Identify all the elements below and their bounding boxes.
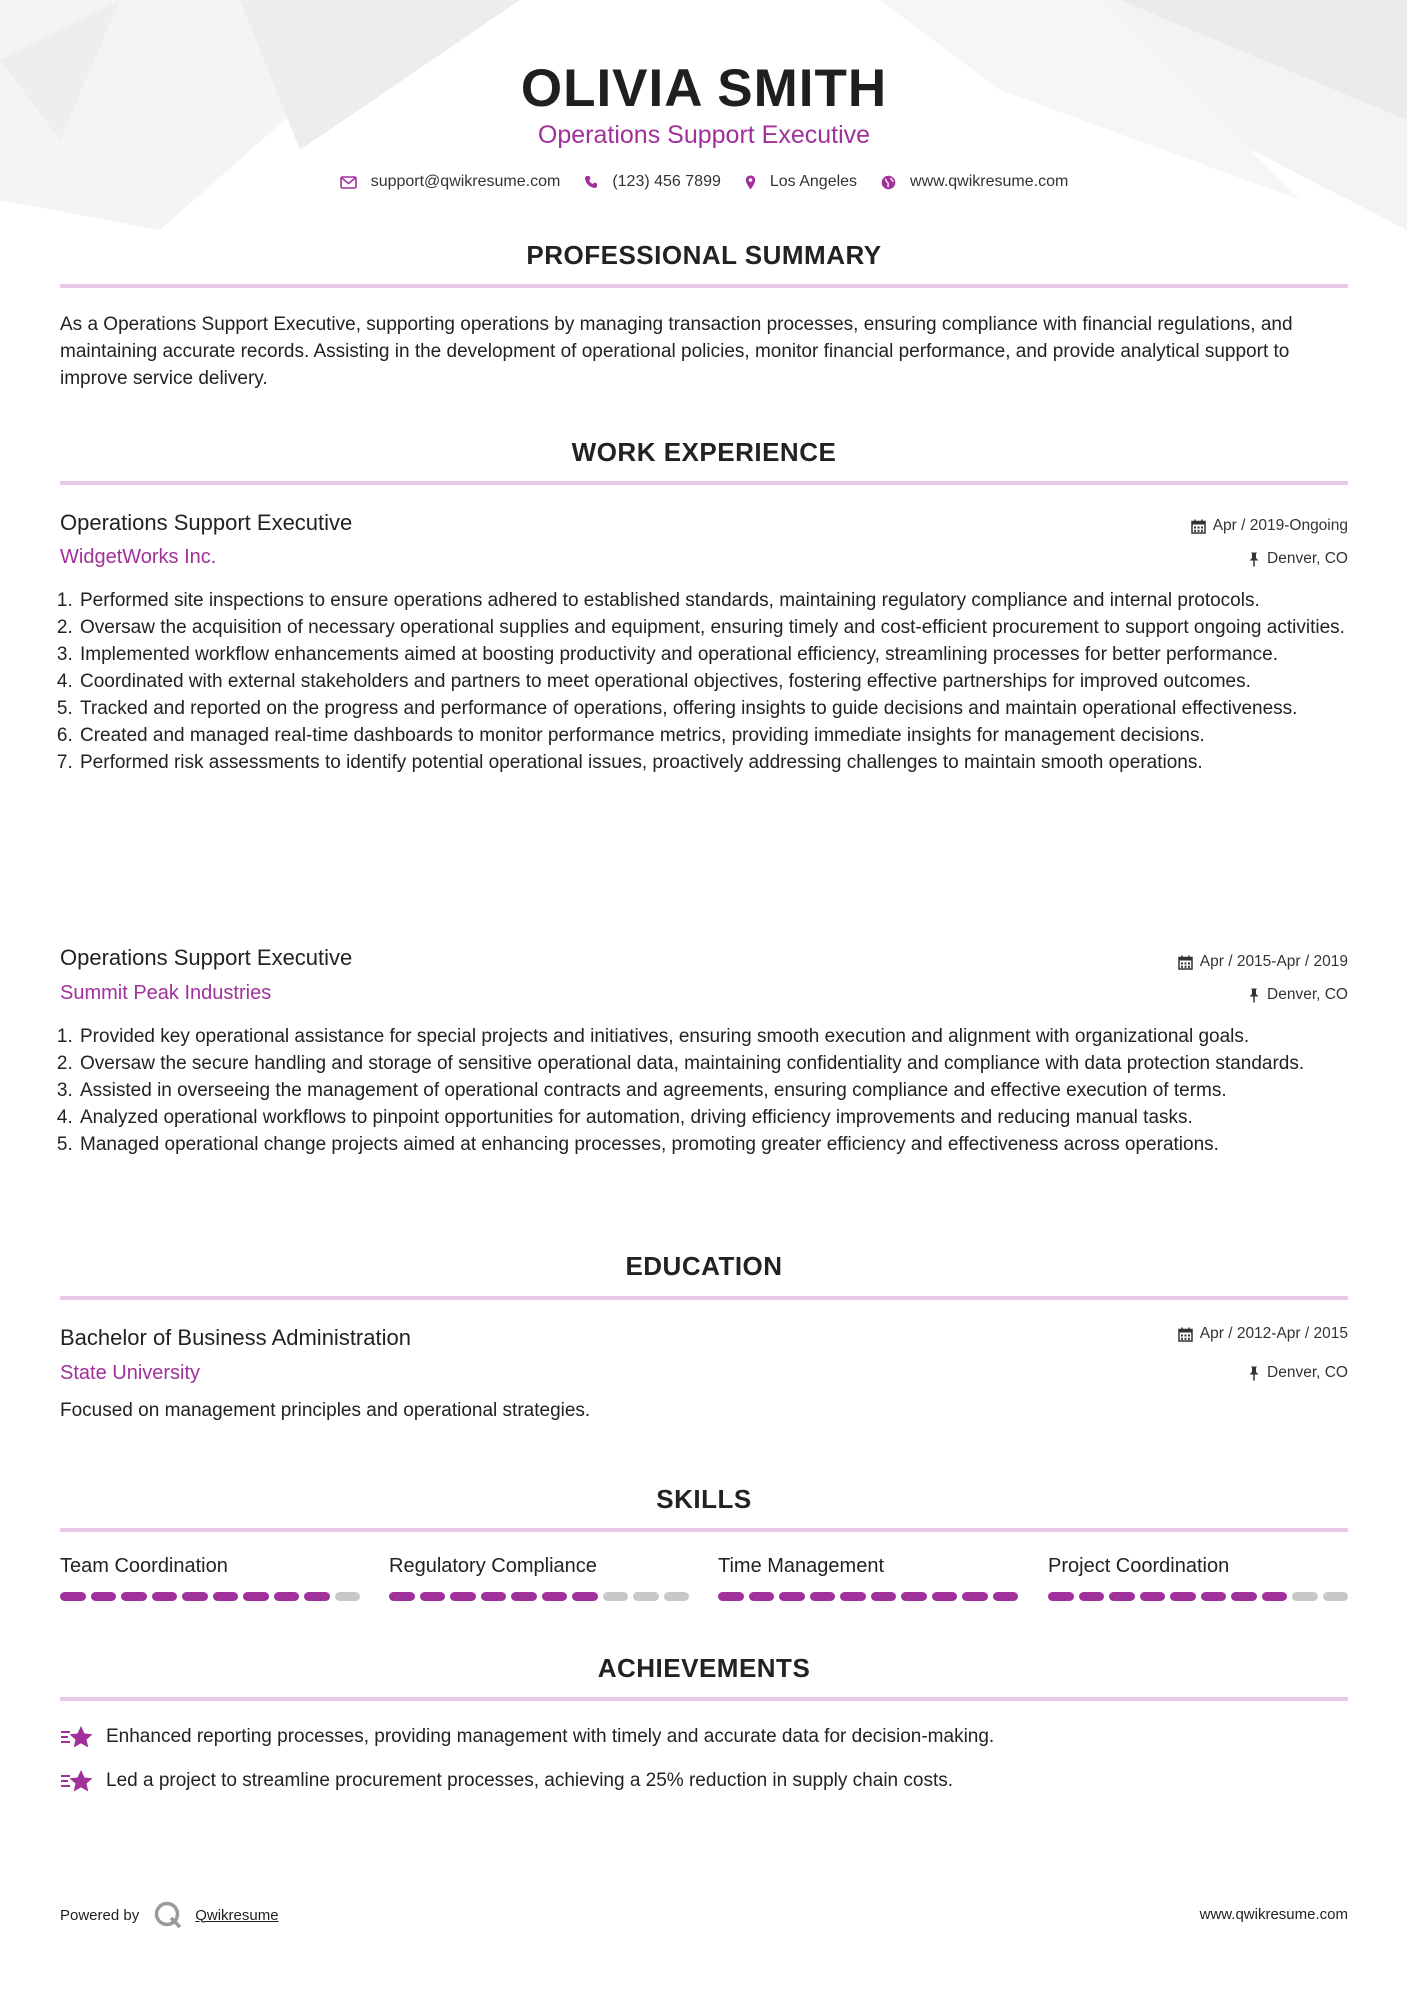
- skill-dot-filled: [1109, 1592, 1135, 1601]
- qwikresume-logo-icon: [153, 1900, 183, 1930]
- list-item: 5. Managed operational change projects aimed at enhancing processes, promoting greater efficiency and effectiveness across operations.: [78, 1131, 1366, 1158]
- skill-item: [389, 1555, 689, 1601]
- summary-heading: PROFESSIONAL SUMMARY: [526, 240, 882, 270]
- achievement-item: [60, 1724, 1348, 1750]
- skill-dot-filled: [749, 1592, 775, 1601]
- education-location: [1248, 1364, 1348, 1382]
- achievements-divider: [60, 1697, 1348, 1701]
- job-2-title: Operations Support Executive: [60, 945, 353, 970]
- candidate-role: Operations Support Executive: [537, 121, 871, 149]
- skill-dot-empty: [1323, 1592, 1349, 1601]
- skill-rating: [1048, 1592, 1348, 1601]
- contact-website-text: www.qwikresume.com: [910, 173, 1069, 190]
- skill-label: Regulatory Compliance: [389, 1555, 597, 1577]
- pushpin-icon: [1248, 552, 1260, 567]
- contact-email-text: support@qwikresume.com: [370, 173, 561, 190]
- list-item: 2. Oversaw the secure handling and storage of sensitive operational data, maintaining confidentiality and compliance with data protection standards.: [78, 1050, 1366, 1077]
- skill-dot-filled: [213, 1592, 239, 1601]
- skill-item: [718, 1555, 1018, 1601]
- list-item: 7. Performed risk assessments to identify potential operational issues, proactively addressing challenges to maintain smooth operations.: [78, 749, 1366, 776]
- map-pin-icon: [745, 175, 756, 190]
- calendar-icon: [1178, 1327, 1193, 1342]
- skill-dot-filled: [420, 1592, 446, 1601]
- phone-icon: [584, 175, 598, 189]
- candidate-name: OLIVIA SMITH: [520, 59, 888, 118]
- skill-dot-filled: [901, 1592, 927, 1601]
- skill-label: Time Management: [718, 1555, 884, 1577]
- star-icon: [60, 1724, 94, 1750]
- job-2-dates-text: Apr / 2015-Apr / 2019: [1199, 953, 1348, 970]
- skill-dot-filled: [718, 1592, 744, 1601]
- skill-dot-empty: [603, 1592, 629, 1601]
- job-2-dates: [1178, 953, 1348, 971]
- skill-label: Project Coordination: [1048, 1555, 1230, 1577]
- job-1-dates-text: Apr / 2019-Ongoing: [1212, 517, 1348, 534]
- achievement-text: Enhanced reporting processes, providing management with timely and accurate data for decision-making.: [106, 1726, 995, 1747]
- skill-dot-filled: [152, 1592, 178, 1601]
- list-item: 5. Tracked and reported on the progress and performance of operations, offering insights to guide decisions and maintain operational effectiveness.: [78, 695, 1366, 722]
- powered-by-label: Powered by: [60, 1906, 140, 1924]
- education-school: State University: [60, 1362, 201, 1384]
- skill-dot-filled: [1201, 1592, 1227, 1601]
- contact-location: [745, 173, 857, 191]
- skill-dot-filled: [1048, 1592, 1074, 1601]
- skill-dot-filled: [481, 1592, 507, 1601]
- list-item: 4. Coordinated with external stakeholders and partners to meet operational objectives, fostering effective partnerships for improved outcomes.: [78, 668, 1366, 695]
- education-heading: EDUCATION: [625, 1251, 783, 1281]
- skill-dot-filled: [962, 1592, 988, 1601]
- education-location-text: Denver, CO: [1267, 1364, 1348, 1381]
- job-2-bullets: [60, 1023, 1366, 1158]
- pushpin-icon: [1248, 988, 1260, 1003]
- skill-dot-filled: [1231, 1592, 1257, 1601]
- list-item: 3. Assisted in overseeing the management of operational contracts and agreements, ensuring compliance and effective execution of terms.: [78, 1077, 1366, 1104]
- skill-dot-filled: [1170, 1592, 1196, 1601]
- skill-dot-filled: [572, 1592, 598, 1601]
- skill-dot-filled: [91, 1592, 117, 1601]
- qwikresume-link[interactable]: Qwikresume: [195, 1906, 279, 1924]
- skill-dot-filled: [871, 1592, 897, 1601]
- calendar-icon: [1191, 519, 1206, 534]
- skill-dot-filled: [389, 1592, 415, 1601]
- list-item: 6. Created and managed real-time dashboards to monitor performance metrics, providing immediate insights for management decisions.: [78, 722, 1366, 749]
- list-item: 2. Oversaw the acquisition of necessary operational supplies and equipment, ensuring timely and cost-efficient procurement to support ongoing activities.: [78, 614, 1366, 641]
- skill-dot-empty: [664, 1592, 690, 1601]
- skill-rating: [389, 1592, 689, 1601]
- skill-label: Team Coordination: [60, 1555, 228, 1577]
- list-item: 1. Performed site inspections to ensure operations adhered to established standards, maintaining regulatory compliance and internal protocols.: [78, 587, 1366, 614]
- skill-dot-filled: [274, 1592, 300, 1601]
- skill-item: [1048, 1555, 1348, 1601]
- job-1-location-text: Denver, CO: [1267, 550, 1348, 567]
- education-dates-text: Apr / 2012-Apr / 2015: [1199, 1325, 1348, 1342]
- experience-divider: [60, 481, 1348, 485]
- skill-dot-filled: [304, 1592, 330, 1601]
- skill-rating: [718, 1592, 1018, 1601]
- skill-dot-empty: [1292, 1592, 1318, 1601]
- education-description: Focused on management principles and operational strategies.: [60, 1400, 591, 1421]
- contact-bar: [60, 173, 1348, 191]
- skill-rating: [60, 1592, 360, 1601]
- contact-location-text: Los Angeles: [769, 173, 858, 190]
- skill-dot-filled: [182, 1592, 208, 1601]
- skills-divider: [60, 1528, 1348, 1532]
- experience-heading: WORK EXPERIENCE: [571, 437, 837, 467]
- skill-dot-filled: [993, 1592, 1019, 1601]
- list-item: 4. Analyzed operational workflows to pinpoint opportunities for automation, driving efficiency improvements and reducing manual tasks.: [78, 1104, 1366, 1131]
- achievement-text: Led a project to streamline procurement processes, achieving a 25% reduction in supply chain costs.: [106, 1770, 954, 1791]
- skill-dot-filled: [60, 1592, 86, 1601]
- pushpin-icon: [1248, 1366, 1260, 1381]
- skill-dot-filled: [1262, 1592, 1288, 1601]
- contact-email[interactable]: [340, 173, 561, 191]
- skill-dot-filled: [243, 1592, 269, 1601]
- job-1-dates: [1191, 517, 1348, 535]
- job-1-title: Operations Support Executive: [60, 510, 353, 535]
- achievement-item: [60, 1768, 1348, 1794]
- job-2-location-text: Denver, CO: [1267, 986, 1348, 1003]
- achievements-heading: ACHIEVEMENTS: [597, 1653, 811, 1683]
- envelope-icon: [340, 176, 357, 189]
- education-dates: [1178, 1325, 1348, 1343]
- job-1-bullets: [60, 587, 1366, 776]
- skill-dot-filled: [450, 1592, 476, 1601]
- skill-dot-filled: [1079, 1592, 1105, 1601]
- job-1-company: WidgetWorks Inc.: [60, 546, 217, 568]
- job-2-location: [1248, 986, 1348, 1004]
- skill-dot-filled: [1140, 1592, 1166, 1601]
- summary-text: As a Operations Support Executive, supporting operations by managing transaction processes, ensuring compliance with financial regulations, and maintaining accurate records. Assisting in the development of operational policies, monitor financial performance, and provide analytical support to improve service delivery.: [60, 314, 1293, 389]
- job-2-company: Summit Peak Industries: [60, 982, 272, 1004]
- globe-icon: [881, 175, 896, 190]
- summary-divider: [60, 284, 1348, 288]
- star-icon: [60, 1768, 94, 1794]
- skill-dot-filled: [542, 1592, 568, 1601]
- skill-dot-empty: [633, 1592, 659, 1601]
- job-1-location: [1248, 550, 1348, 568]
- contact-phone-text: (123) 456 7899: [612, 173, 721, 190]
- calendar-icon: [1178, 955, 1193, 970]
- skill-dot-filled: [840, 1592, 866, 1601]
- list-item: 3. Implemented workflow enhancements aimed at boosting productivity and operational efficiency, streamlining processes for better performance.: [78, 641, 1366, 668]
- education-divider: [60, 1296, 1348, 1300]
- skills-heading: SKILLS: [656, 1484, 752, 1514]
- skill-dot-filled: [779, 1592, 805, 1601]
- footer-powered-by: [60, 1900, 279, 1930]
- skill-dot-empty: [335, 1592, 361, 1601]
- education-degree: Bachelor of Business Administration: [60, 1325, 411, 1350]
- skill-dot-filled: [932, 1592, 958, 1601]
- contact-website[interactable]: [881, 173, 1068, 191]
- list-item: 1. Provided key operational assistance for special projects and initiatives, ensuring smooth execution and alignment with organizational goals.: [78, 1023, 1366, 1050]
- contact-phone[interactable]: [584, 173, 721, 191]
- footer-website[interactable]: www.qwikresume.com: [1199, 1906, 1348, 1923]
- skill-item: [60, 1555, 360, 1601]
- skill-dot-filled: [511, 1592, 537, 1601]
- skill-dot-filled: [121, 1592, 147, 1601]
- skill-dot-filled: [810, 1592, 836, 1601]
